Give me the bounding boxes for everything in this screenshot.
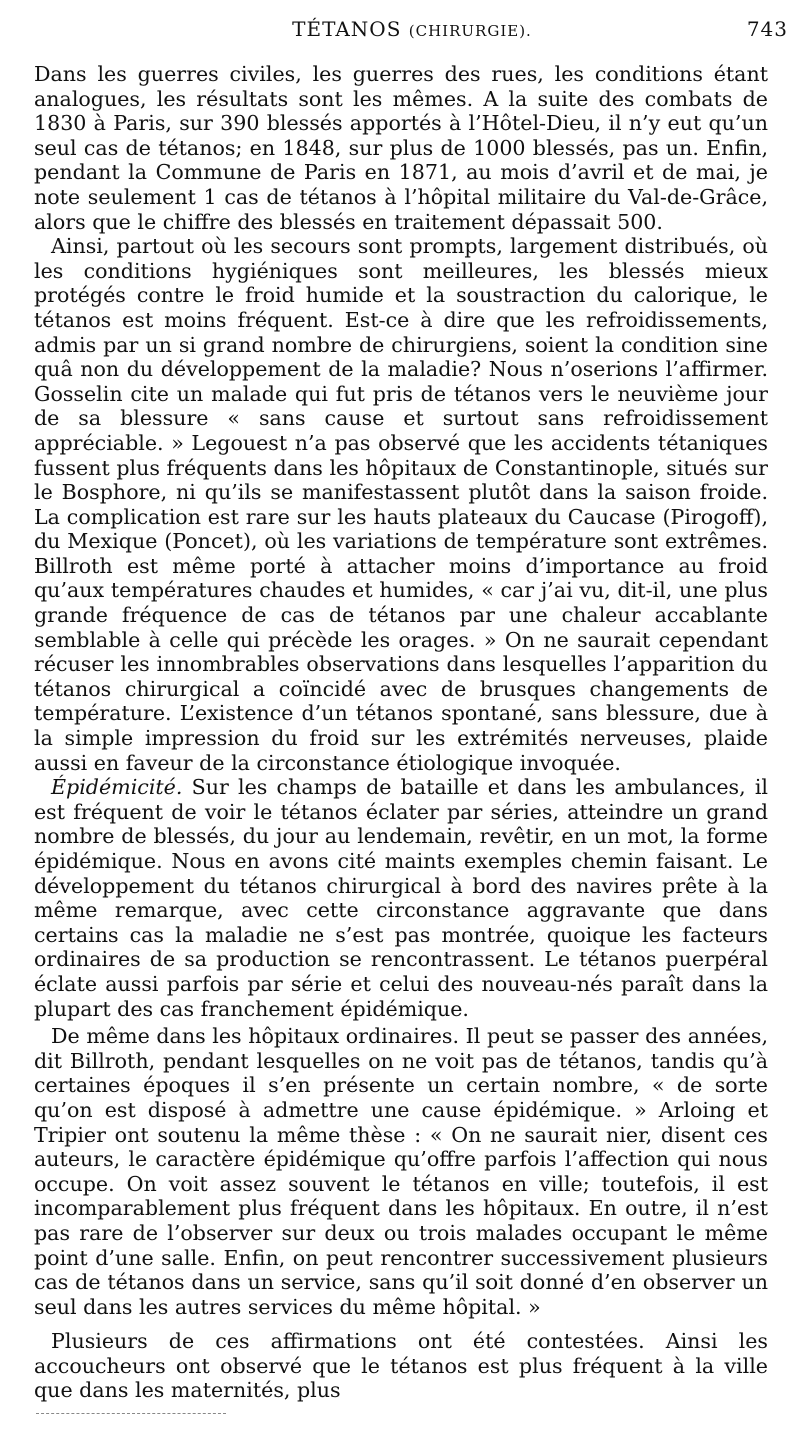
page-number: 743 [746, 17, 788, 41]
header-subtitle: (CHIRURGIE). [408, 22, 532, 40]
header-title: TÉTANOS [292, 17, 402, 41]
paragraph-3-text: Sur les champs de bataille et dans les ambulances, il est fréquent de voir le tétanos éclater par séries, atteindre un grand nombre de blessés, du jour au lendemain, revêtir, en un mot, la forme épidémique. Nous en avons cité maints exemples chemin faisant. Le développement du tétanos chirurgical à bord des navires prête à la même remarque, avec cette circonstance aggravante que dans certains cas la maladie ne s’est pas montrée, quoique les facteurs ordinaires de sa production se rencontrassent. Le tétanos puerpéral éclate aussi parfois par série et celui des nouveau-nés paraît dans la plupart des cas franchement épidémique. [34, 775, 768, 1021]
paragraph-2: Ainsi, partout où les secours sont prompts, largement distribués, où les conditions hygiéniques sont meilleures, les blessés mieux protégés contre le froid humide et la soustraction du calorique, le tétanos est moins fréquent. Est-ce à dire que les refroidissements, admis par un si grand nombre de chirurgiens, soient la condition sine quâ non du développement de la maladie? Nous n’oserions l’affirmer. Gosselin cite un malade qui fut pris de tétanos vers le neuvième jour de sa blessure « sans cause et surtout sans refroidissement appréciable. » Legouest n’a pas observé que les accidents tétaniques fussent plus fréquents dans les hôpitaux de Constantinople, situés sur le Bosphore, ni qu’ils se manifestassent plutôt dans la saison froide. La complication est rare sur les hauts plateaux du Caucase (Pirogoff), du Mexique (Poncet), où les variations de température sont extrêmes. Billroth est même porté à attacher moins d’importance au froid qu’aux températures chaudes et humides, « car j’ai vu, dit-il, une plus grande fréquence de cas de tétanos par une chaleur accablante semblable à celle qui précède les orages. » On ne saurait cependant récuser les innombrables observations dans lesquelles l’apparition du tétanos chirurgical a coïncidé avec de brusques changements de température. L’existence d’un tétanos spontané, sans blessure, due à la simple impression du froid sur les extrémités nerveuses, plaide aussi en faveur de la circonstance étiologique invoquée. [34, 234, 768, 775]
running-title [34, 14, 790, 46]
paragraph-4: De même dans les hôpitaux ordinaires. Il peut se passer des années, dit Billroth, pendant lesquelles on ne voit pas de tétanos, tandis qu’à certaines époques il s’en présente un certain nombre, « de sorte qu’on est disposé à admettre une cause épidémique. » Arloing et Tripier ont soutenu la même thèse : « On ne saurait nier, disent ces auteurs, le caractère épidémique qu’offre parfois l’affection qui nous occupe. On voit assez souvent le tétanos en ville; toutefois, il est incomparablement plus fréquent dans les hôpitaux. En outre, il n’est pas rare de l’observer sur deux ou trois malades occupant le même point d’une salle. Enfin, on peut rencontrer successivement plusieurs cas de tétanos dans un service, sans qu’il soit donné d’en observer un seul dans les autres services du même hôpital. » [34, 1024, 768, 1319]
paragraph-1: Dans les guerres civiles, les guerres des rues, les conditions étant analogues, les résultats sont les mêmes. A la suite des combats de 1830 à Paris, sur 390 blessés apportés à l’Hôtel-Dieu, il n’y eut qu’un seul cas de tétanos; en 1848, sur plus de 1000 blessés, pas un. Enfin, pendant la Commune de Paris en 1871, au mois d’avril et de mai, je note seulement 1 cas de tétanos à l’hôpital militaire du Val-de-Grâce, alors que le chiffre des blessés en traitement dépassait 500. [34, 62, 768, 234]
running-header [34, 14, 790, 44]
paragraph-5: Plusieurs de ces affirmations ont été contestées. Ainsi les accoucheurs ont observé que le tétanos est plus fréquent à la ville que dans les maternités, plus [34, 1329, 768, 1403]
section-heading-epidemicite: Épidémicité. [51, 775, 183, 800]
footer-rule [36, 1413, 226, 1414]
body-text [34, 62, 768, 1403]
paragraph-3 [34, 775, 768, 1021]
